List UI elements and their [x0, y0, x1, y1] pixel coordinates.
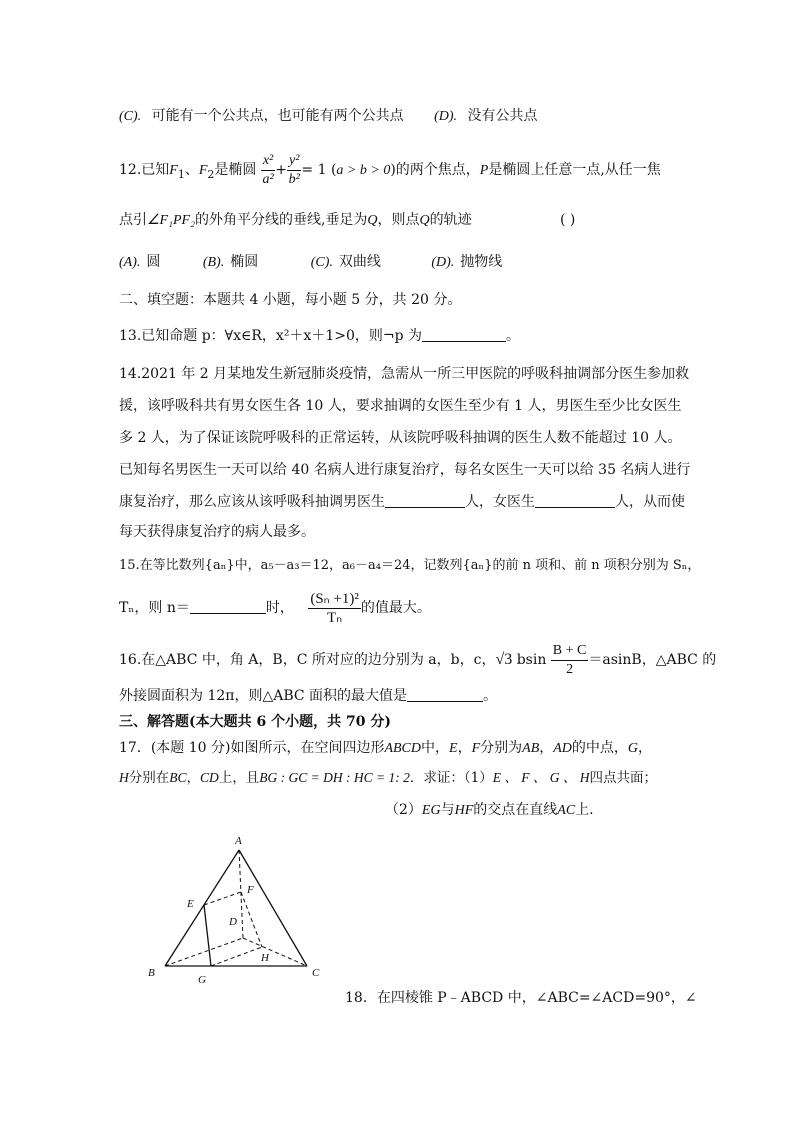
q17-l3-b: 与: [440, 802, 455, 818]
q12-l2-c: ，则点: [377, 212, 420, 228]
q17-l1-b: 中，: [421, 740, 450, 756]
q12-f1-sub: 1: [177, 167, 185, 181]
q12-after-cond: )的两个焦点，: [390, 162, 480, 178]
label-b: B: [148, 967, 155, 979]
q17-abcd: ABCD: [384, 741, 422, 756]
q11-option-d-text: 没有公共点: [467, 108, 538, 124]
q12-f2-sub: 2: [207, 167, 215, 181]
q16-frac-den: 2: [566, 661, 574, 677]
q12-f2: F: [198, 163, 208, 178]
q12-rest1: 是椭圆上任意一点,从任一焦: [488, 162, 661, 178]
segment-gh: [211, 947, 262, 966]
q16-answer-blank[interactable]: [407, 687, 483, 702]
segment-eg: [204, 905, 211, 966]
q12-l2-b: 的外角平分线的垂线,垂足为: [194, 212, 368, 228]
q13-answer-blank[interactable]: [422, 327, 506, 342]
q14-line-2: 援，该呼吸科共有男女医生各 10 人，要求抽调的女医生至少有 1 人，男医生至少比女医生: [119, 398, 682, 414]
label-a: A: [235, 835, 242, 847]
q11-option-c-label: (C).: [119, 109, 142, 124]
q17-l2-c: ，: [186, 770, 201, 786]
q15-frac-den: Tₙ: [327, 609, 343, 626]
q17-l3-c: 的交点在直线: [473, 802, 558, 818]
section-3-heading: 三、解答题(本大题共 6 个小题，共 70 分): [119, 714, 391, 730]
label-e: E: [187, 898, 194, 910]
section-2-heading: 二、填空题：本题共 4 小题，每小题 5 分，共 20 分。: [119, 292, 462, 308]
q16-frac: [551, 642, 589, 679]
q16-l1-a: 16.在△ABC 中，角 A，B，C 所对应的边分别为 a，b，c，: [119, 652, 496, 668]
label-h: H: [261, 952, 269, 964]
q17-eg: EG: [421, 803, 441, 818]
q17-line-1: [119, 738, 652, 759]
q12-opt-a-text: 圆: [146, 254, 161, 270]
q12-l2-a: 点引: [119, 212, 147, 228]
edge-bd: [165, 938, 243, 966]
q14-line-1: 14.2021 年 2 月某地发生新冠肺炎疫情，急需从一所三甲医院的呼吸科抽调部分医生参加救: [119, 366, 690, 382]
q12-frac-y: [287, 152, 301, 189]
q17-line-3: [385, 800, 594, 821]
q11-options: [119, 106, 537, 127]
q12-eq: = 1 (: [301, 162, 337, 178]
q12-opt-b-label: (B).: [202, 255, 225, 270]
q16-sqrt: √3: [495, 651, 513, 668]
q14-l5-a: 康复治疗，那么应该从该呼吸科抽调男医生: [119, 494, 385, 510]
q12-f1: F: [169, 163, 178, 178]
q14-line-5: [119, 492, 685, 512]
q14-line-4: 已知每名男医生一天可以给 40 名病人进行康复治疗，每名女医生一天可以给 35 名病人进行: [119, 462, 691, 478]
q12-opt-d-label: (D).: [431, 255, 455, 270]
q12-frac-x-num: x²: [261, 152, 275, 171]
q15-frac-num: (Sₙ +1)²: [310, 590, 359, 607]
q17-ac: AC: [557, 803, 576, 818]
q12-line-1: [119, 150, 661, 195]
q16-l2-b: 。: [483, 688, 498, 704]
q13: [119, 326, 520, 346]
q17-l2-b: 分别在: [128, 770, 170, 786]
q17-l2-g: 四点共面；: [589, 770, 657, 786]
label-f: F: [247, 884, 254, 896]
q13-end: 。: [506, 328, 521, 344]
q16-line-2: [119, 686, 497, 706]
q17-l2-d: 上，且: [218, 770, 260, 786]
q17-l1-c: ，: [457, 740, 472, 756]
q12-opt-a-label: (A).: [119, 255, 141, 270]
q17-cd: CD: [200, 770, 219, 785]
q17-h: H: [119, 770, 129, 785]
q17-l1-g: ，: [638, 740, 653, 756]
q16-frac-num: B + C: [551, 642, 589, 661]
q12-line-2: [119, 210, 472, 231]
q17-efgh: E 、 F 、 G 、 H: [492, 770, 590, 785]
q17-ratio: BG : GC = DH : HC = 1: 2: [259, 770, 410, 785]
q16-line-1: [119, 640, 716, 680]
segment-ef: [204, 892, 241, 905]
q15-line-1: 15.在等比数列{aₙ}中，a₅－a₃＝12，a₆－a₄＝24，记数列{aₙ}的前 n 项和、前 n 项积分别为 Sₙ，: [119, 558, 701, 573]
q16-l2-a: 外接圆面积为 12π，则△ABC 面积的最大值是: [119, 688, 408, 704]
q12-frac-x-den: a²: [262, 171, 274, 187]
q15-l2-b: 时，: [265, 600, 294, 616]
q12-q: Q: [367, 213, 378, 228]
q12-frac-y-num: y²: [287, 152, 301, 171]
q15-l2-a: Tₙ，则 n＝: [119, 600, 190, 616]
q17-l1-a: 17．(本题 10 分)如图所示，在空间四边形: [119, 740, 385, 756]
q17-l3-a: （2）: [385, 802, 422, 818]
q12-opt-c-label: (C).: [310, 255, 333, 270]
q18-line-1: 18．在四棱锥 P﹣ABCD 中，∠ABC=∠ACD=90°，∠: [345, 990, 697, 1006]
q12-is-ellipse: 是椭圆: [214, 162, 257, 178]
edge-ad: [239, 850, 243, 938]
q12-prefix: 12.已知: [119, 162, 170, 178]
q16-bsin: bsin: [512, 652, 547, 668]
label-d: D: [229, 916, 237, 928]
q17-bc: BC: [169, 770, 187, 785]
q17-l1-e: ，: [539, 740, 554, 756]
q15-line-2: [119, 586, 431, 630]
q14-line-3: 多 2 人，为了保证该院呼吸科的正常运转，从该院呼吸科抽调的医生人数不能超过 10 人。: [119, 430, 682, 446]
q12-sep: 、: [184, 162, 199, 178]
q17-e: E: [449, 741, 458, 756]
label-g: G: [198, 974, 206, 986]
q12-cond: a > b > 0: [336, 163, 391, 178]
q15-l2-c: 的值最大。: [360, 600, 431, 616]
q12-l2-d: 的轨迹: [429, 212, 472, 228]
q12-answer-paren: ( ): [560, 212, 576, 228]
q13-text: 13.已知命题 p：∀x∈R，x²＋x＋1>0，则¬p 为: [119, 328, 423, 344]
q17-g: G: [627, 741, 639, 756]
q12-p: P: [479, 163, 489, 178]
label-c: C: [312, 967, 320, 979]
q17-l2-e: ．求证：（1）: [409, 770, 493, 786]
q12-frac-x: [261, 152, 275, 189]
q12-angle: ∠F₁PF₂: [147, 213, 195, 228]
q12-opt-d-text: 抛物线: [460, 254, 503, 270]
q14-male-blank[interactable]: [385, 493, 465, 508]
q12-plus: +: [275, 162, 287, 178]
q17-line-2: [119, 768, 657, 788]
q17-hf: HF: [454, 803, 474, 818]
q12-opt-c-text: 双曲线: [338, 254, 381, 270]
tetrahedron-figure: [140, 830, 340, 990]
q14-line-6: 每天获得康复治疗的病人最多。: [119, 524, 315, 540]
q17-l1-d: 分别为: [480, 740, 523, 756]
q17-l1-f: 的中点，: [571, 740, 628, 756]
edge-ab: [165, 850, 239, 966]
q11-option-c-text: 可能有一个公共点，也可能有两个公共点: [151, 108, 404, 124]
q14-l5-c: 人，从而使: [615, 494, 685, 510]
q16-l1-b: ＝asinB，△ABC 的: [588, 652, 717, 668]
q15-frac: [308, 590, 361, 627]
q12-options: [119, 252, 502, 273]
q14-female-blank[interactable]: [535, 493, 615, 508]
q15-n-blank[interactable]: [190, 599, 266, 614]
q12-q2: Q: [419, 213, 430, 228]
edge-ac: [239, 850, 307, 966]
q12-frac-y-den: b²: [288, 171, 300, 187]
edge-dc: [243, 938, 307, 966]
q17-ad: AD: [553, 741, 572, 756]
q17-l3-d: 上.: [575, 802, 594, 818]
q11-option-d-label: (D).: [434, 109, 458, 124]
q17-f: F: [471, 741, 481, 756]
q17-ab: AB: [522, 741, 540, 756]
q12-opt-b-text: 椭圆: [230, 254, 259, 270]
q14-l5-b: 人，女医生: [465, 494, 535, 510]
